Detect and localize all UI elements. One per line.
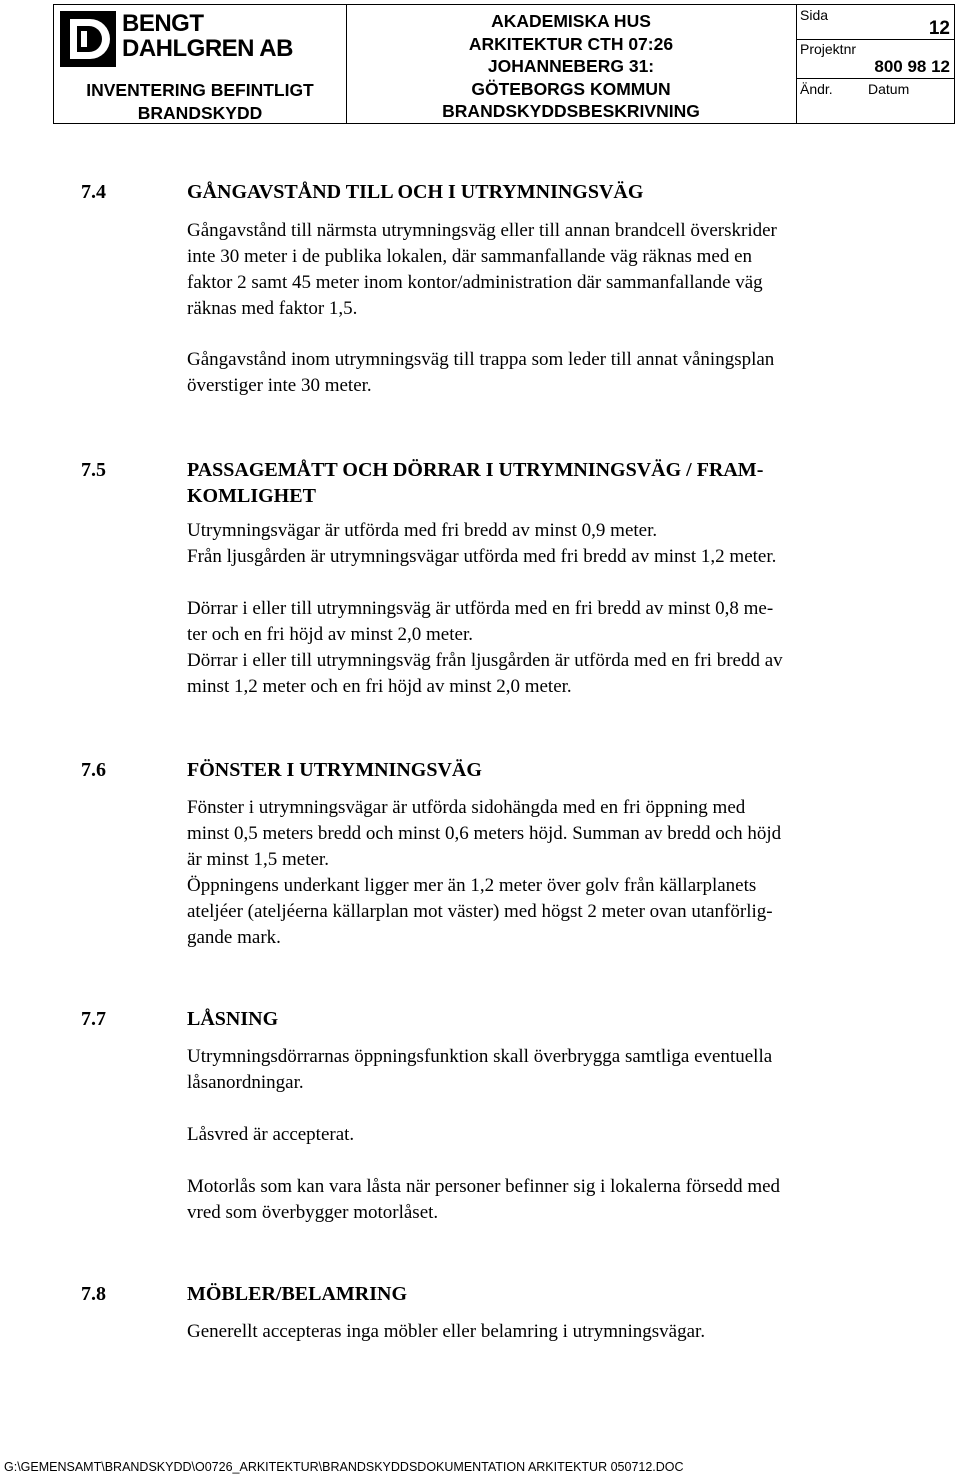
project-line: AKADEMISKA HUS xyxy=(491,11,651,31)
section-number: 7.8 xyxy=(81,1283,106,1305)
text-line: låsanordningar. xyxy=(187,1072,304,1093)
paragraph xyxy=(187,1044,772,1096)
text-line: inte 30 meter i de publika lokalen, där sammanfallande väg räknas med en xyxy=(187,246,753,267)
section-number: 7.5 xyxy=(81,459,106,481)
document-type-line2: BRANDSKYDD xyxy=(137,103,263,123)
paragraph xyxy=(187,1122,354,1148)
meta-divider xyxy=(796,39,954,40)
text-line: Från ljusgården är utrymningsvägar utförda med fri bredd av minst 1,2 meter. xyxy=(187,546,777,567)
paragraph xyxy=(187,596,783,700)
section-number: 7.7 xyxy=(81,1008,106,1030)
paragraph xyxy=(187,1174,780,1226)
text-line: Motorlås som kan vara låsta när personer befinner sig i lokalerna försedd med xyxy=(187,1176,781,1197)
document-type-line1: INVENTERING BEFINTLIGT xyxy=(86,80,314,100)
page-header xyxy=(53,4,955,124)
company-logo xyxy=(60,11,116,67)
heading-line: PASSAGEMÅTT OCH DÖRRAR I UTRYMNINGSVÄG / FRAM- xyxy=(187,459,764,481)
text-line: vred som överbygger motorlåset. xyxy=(187,1202,439,1223)
page-number: 12 xyxy=(928,18,950,39)
company-name-line1: BENGT xyxy=(122,10,204,37)
text-line: Generellt accepteras inga möbler eller belamring i utrymningsvägar. xyxy=(187,1321,706,1342)
text-line: Utrymningsvägar är utförda med fri bredd av minst 0,9 meter. xyxy=(187,520,658,541)
project-info xyxy=(346,10,796,123)
text-line: gande mark. xyxy=(187,927,281,948)
text-line: ateljéer (ateljéerna källarplan mot väster) med högst 2 meter ovan utanförlig- xyxy=(187,901,773,922)
text-line: Gångavstånd till närmsta utrymningsväg eller till annan brandcell överskrider xyxy=(187,220,777,241)
paragraph xyxy=(187,1319,705,1345)
text-line: Dörrar i eller till utrymningsväg är utförda med en fri bredd av minst 0,8 me- xyxy=(187,598,774,619)
page-label: Sida xyxy=(800,7,829,23)
text-line: Öppningens underkant ligger mer än 1,2 meter över golv från källarplanets xyxy=(187,875,757,896)
meta-divider xyxy=(796,78,954,79)
revision-label: Ändr. xyxy=(800,81,833,97)
project-line: BRANDSKYDDSBESKRIVNING xyxy=(442,101,700,121)
section-heading: GÅNGAVSTÅND TILL OCH I UTRYMNINGSVÄG xyxy=(187,181,644,203)
text-line: Gångavstånd inom utrymningsväg till trappa som leder till annat våningsplan xyxy=(187,349,775,370)
text-line: ter och en fri höjd av minst 2,0 meter. xyxy=(187,624,473,645)
text-line: minst 1,2 meter och en fri höjd av minst 2,0 meter. xyxy=(187,676,572,697)
text-line: Dörrar i eller till utrymningsväg från ljusgården är utförda med en fri bredd av xyxy=(187,650,783,671)
text-line: är minst 1,5 meter. xyxy=(187,849,329,870)
text-line: räknas med faktor 1,5. xyxy=(187,298,358,319)
project-line: JOHANNEBERG 31: xyxy=(487,56,655,76)
section-number: 7.4 xyxy=(81,181,106,203)
text-line: Låsvred är accepterat. xyxy=(187,1124,355,1145)
paragraph xyxy=(187,795,781,951)
text-line: överstiger inte 30 meter. xyxy=(187,375,372,396)
paragraph xyxy=(187,518,776,570)
text-line: Fönster i utrymningsvägar är utförda sidohängda med en fri öppning med xyxy=(187,797,746,818)
project-line: ARKITEKTUR CTH 07:26 xyxy=(468,33,674,54)
section-heading: LÅSNING xyxy=(187,1008,279,1030)
section-number: 7.6 xyxy=(81,759,106,781)
section-heading: MÖBLER/BELAMRING xyxy=(187,1283,408,1305)
section-heading: FÖNSTER I UTRYMNINGSVÄG xyxy=(187,759,482,781)
company-name xyxy=(122,11,293,61)
project-line: GÖTEBORGS KOMMUN xyxy=(471,78,671,99)
text-line: faktor 2 samt 45 meter inom kontor/administration där sammanfallande väg xyxy=(187,272,763,293)
text-line: minst 0,5 meters bredd och minst 0,6 meters höjd. Summan av bredd och höjd xyxy=(187,823,782,844)
file-path-footer: G:\GEMENSAMT\BRANDSKYDD\O0726_ARKITEKTUR\BRANDSKYDDSDOKUMENTATION ARKITEKTUR 050712.DOC xyxy=(4,1460,684,1474)
company-name-line2: DAHLGREN AB xyxy=(122,35,293,62)
document-type xyxy=(54,79,346,125)
heading-line: KOMLIGHET xyxy=(187,485,316,507)
header-divider xyxy=(796,5,797,123)
section-heading xyxy=(187,457,763,509)
paragraph xyxy=(187,218,777,322)
paragraph xyxy=(187,347,774,399)
date-label: Datum xyxy=(868,81,910,97)
text-line: Utrymningsdörrarnas öppningsfunktion skall överbrygga samtliga eventuella xyxy=(187,1046,773,1067)
project-number: 800 98 12 xyxy=(874,57,950,76)
project-number-label: Projektnr xyxy=(800,41,857,57)
